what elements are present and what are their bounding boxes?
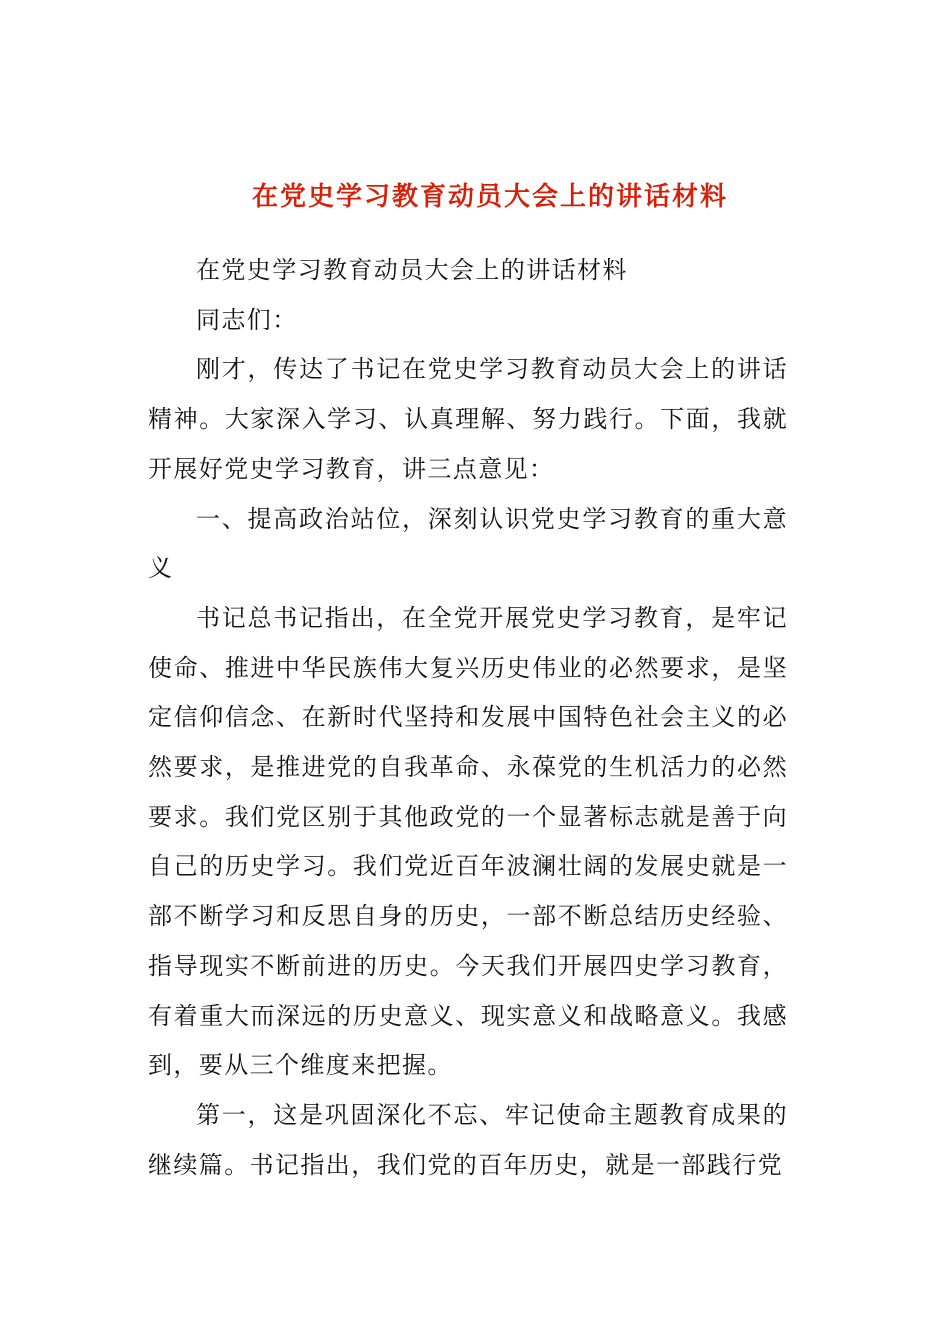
document-title: 在党史学习教育动员大会上的讲话材料 — [251, 182, 728, 212]
body-paragraph: 刚才，传达了书记在党史学习教育动员大会上的讲话精神。大家深入学习、认真理解、努力践行。下面，我就开展好党史学习教育，讲三点意见： — [148, 355, 788, 483]
document-body — [148, 246, 788, 1190]
salutation: 同志们： — [196, 305, 298, 334]
section-heading: 一、提高政治站位，深刻认识党史学习教育的重大意义 — [148, 504, 788, 583]
body-paragraph: 书记总书记指出，在全党开展党史学习教育，是牢记使命、推进中华民族伟大复兴历史伟业的必然要求，是坚定信仰信念、在新时代坚持和发展中国特色社会主义的必然要求，是推进党的自我革命、永葆党的生机活力的必然要求。我们党区别于其他政党的一个显著标志就是善于向自己的历史学习。我们党近百年波澜壮阔的发展史就是一部不断学习和反思自身的历史，一部不断总结历史经验、指导现实不断前进的历史。今天我们开展四史学习教育，有着重大而深远的历史意义、现实意义和战略意义。我感到，要从三个维度来把握。 — [148, 603, 788, 1080]
body-paragraph: 第一，这是巩固深化不忘、牢记使命主题教育成果的继续篇。书记指出，我们党的百年历史，就是一部践行党 — [148, 1100, 788, 1179]
body-paragraph: 在党史学习教育动员大会上的讲话材料 — [196, 256, 628, 284]
